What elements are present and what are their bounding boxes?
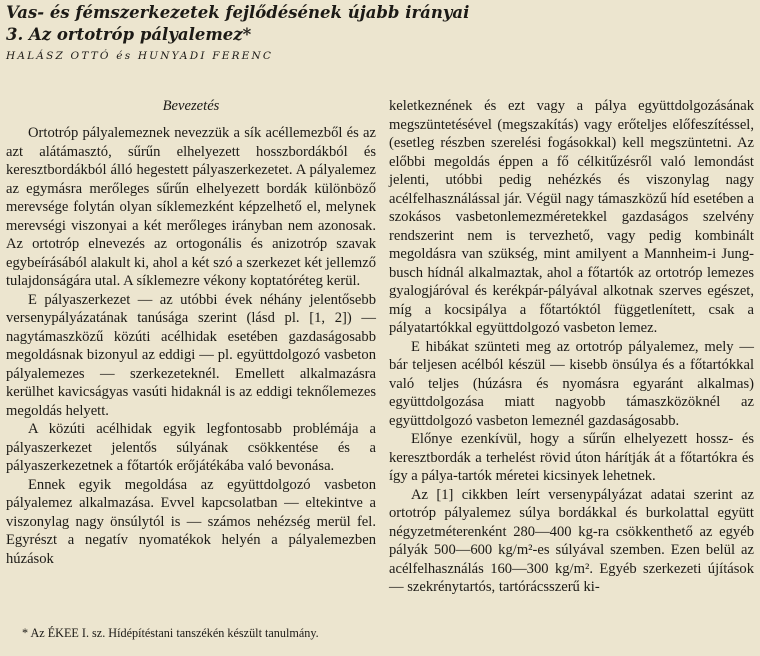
footnote	[6, 626, 376, 641]
paragraph: Ortotróp pályalemeznek nevezzük a sík acéllemezből és az azt alátámasztó, sűrűn elhelyezett hosszbordákból és keresztbordákból álló hegestett pályaszerkezetet. A pályalemez az egymásra merőleges sűrűn elhelyezett bordák különböző merevsége folytán olyan síklemezként képzelhető el, melynek merevségi viszonyai a két merőleges irányban nem azonosak. Az ortotróp elnevezés az ortogonális és anizotróp szavak egybeírásából alakult ki, ahol a két szó a szerkezet két jellemző tulajdonságára utal. A síklemezre vékony koptatóréteg kerül.	[6, 125, 376, 289]
paragraph: Előnye ezenkívül, hogy a sűrűn elhelyezett hossz- és keresztbordák a terhelést rövid úton hárítják át a főtartókra és így a pálya-tartók méretei kicsinyek lehetnek.	[389, 431, 754, 484]
article-title	[6, 2, 756, 46]
paragraph: A közúti acélhidak egyik legfontosabb problémája a pályaszerkezet jelentős súlyának csökkentése és a pályaszerkezetnek a főtartók erőjátékába való bevonása.	[6, 421, 376, 474]
section-heading: Bevezetés	[162, 98, 220, 114]
title-line-1: Vas- és fémszerkezetek fejlődésének újabb irányai	[6, 3, 470, 22]
paragraph: Ennek egyik megoldása az együttdolgozó vasbeton pályalemez alkalmazása. Evvel kapcsolatban — eltekintve a viszonylag nagy önsúlytól is — számos nehézség merül fel. Egyrészt a negatív nyomatékok helyén a pályalemezben húzások	[6, 476, 376, 567]
title-line-2: 3. Az ortotróp pályalemez*	[6, 25, 252, 44]
right-column	[389, 97, 754, 597]
authors: HALÁSZ OTTÓ és HUNYADI FERENC	[6, 50, 274, 62]
footnote-text: * Az ÉKEE I. sz. Hídépítéstani tanszékén készült tanulmány.	[22, 626, 319, 640]
paragraph: E hibákat szünteti meg az ortotróp pályalemez, mely — bár teljesen acélból készül — kisebb önsúlya és a főtartókkal való teljes (húzásra és nyomásra egyaránt alkalmas) együttdolgozása miatt nagyobb támaszközöknél az együttdolgozó vasbeton lemeznél gazdaságosabb.	[389, 338, 754, 429]
left-column	[6, 96, 376, 568]
paragraph: E pályaszerkezet — az utóbbi évek néhány jelentősebb versenypályázatának tanúsága szerint (lásd pl. [1, 2]) — nagytámaszközű közúti acélhidak esetében gazdaságosabb megoldásnak bizonyul az eddigi — pl. együttdolgozó vasbeton pályalemezes — szerkezeteknél. Emellett alkalmazásra kerülhet kavicságyas vasúti hidaknál is az eddigi teknőlemezes megoldás helyett.	[6, 291, 376, 419]
paragraph: keletkeznének és ezt vagy a pálya együttdolgozásának megszüntetésével (megszakítás) vagy erőteljes előfeszítéssel, (esetleg részben szerelési fogásokkal) kell megszüntetni. Az előbbi megoldás éppen a fő célkitűzésről való lemondást jelenti, utóbbi pedig nehézkés és viszonylag nagy acélfelhasználással jár. Végül nagy támaszközű híd esetében a szokásos vasbetonlemezméretekkel gazdaságos szelvény rendszerint nem is tervezhető, vagy pedig kombinált megoldásra van szükség, mint amilyent a Mannheim-i Jungbusch hídnál alkalmaztak, ahol a főtartók az ortotróp lemezes gyalogjáróval és kerékpár-pályával alkotnak szerves egészet, míg a kocsipálya a főtartóktól függetlenített, csak a pályatartókkal együttdolgozó vasbeton lemez.	[389, 98, 754, 336]
paragraph: Az [1] cikkben leírt versenypályázat adatai szerint az ortotróp pályalemez súlya bordákkal és burkolattal együtt négyzetméterenként 280—400 kg-ra csökkenthető az egyéb pályák 500—600 kg/m²-es súlyával szemben. Ezen belül az acélfelhasználás 160—300 kg/m². Egyéb szerkezeti újítások — szekrénytartós, tartórácsszerű ki-	[389, 486, 754, 595]
